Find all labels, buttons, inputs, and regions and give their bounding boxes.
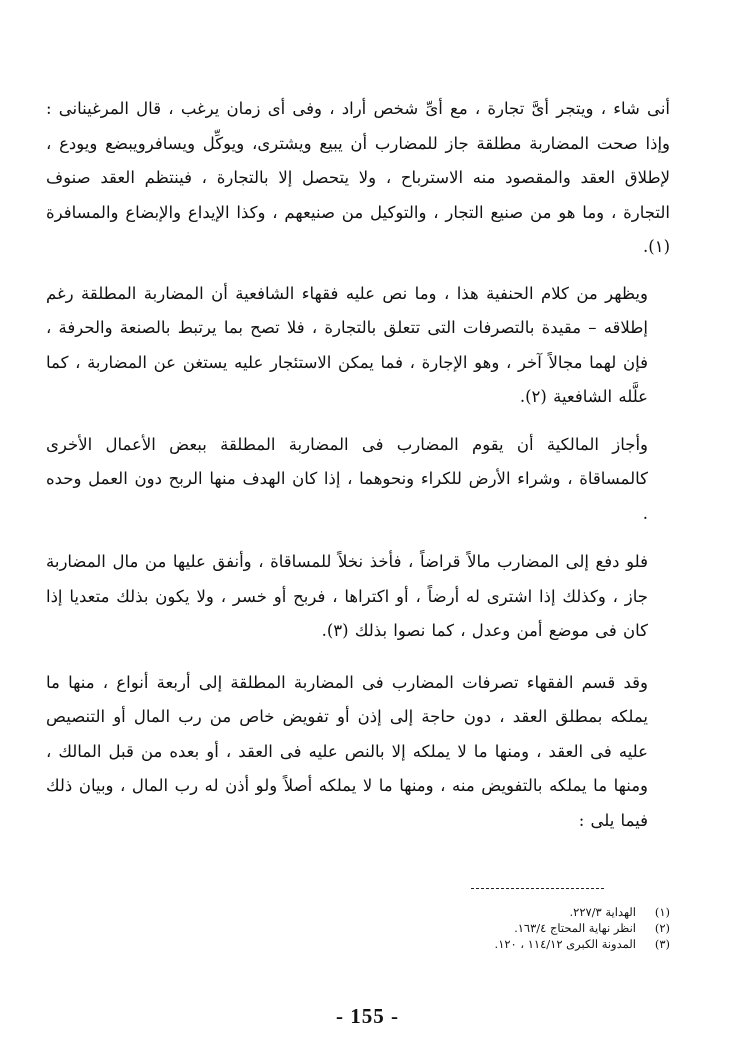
paragraph-3: وأجاز المالكية أن يقوم المضارب فى المضاربة المطلقة ببعض الأعمال الأخرى كالمساقاة ، وشراء الأرض للكراء ونحوهما ، إذا كان الهدف منها الربح دون العمل وحده . bbox=[46, 434, 648, 523]
footnote-text: المدونة الكبرى ١١٤/١٢ ، ١٢٠. bbox=[494, 937, 636, 951]
footnote-item bbox=[360, 936, 670, 952]
footnote-text: الهداية ٢٢٧/٣. bbox=[569, 905, 636, 919]
paragraph-4: فلو دفع إلى المضارب مالاً قراضاً ، فأخذ نخلاً للمساقاة ، وأنفق عليها من مال المضاربة جاز ، وكذلك إذا اشترى له أرضاً ، أو اكتراها ، فربح أو خسر ، ولا يكون بذلك متعديا إذا كان فى موضع أمن وعدل ، كما نصوا بذلك (٣). bbox=[46, 552, 648, 640]
footnote-number: (٢) bbox=[654, 921, 670, 935]
footnote-number: (١) bbox=[654, 905, 670, 919]
footnote-number: (٣) bbox=[654, 937, 670, 951]
footnote-item bbox=[360, 920, 670, 936]
paragraph-5: وقد قسم الفقهاء تصرفات المضارب فى المضاربة المطلقة إلى أربعة أنواع ، منها ما يملكه بمطلق العقد ، دون حاجة إلى إذن أو تفويض خاص من رب المال أو التنصيص عليه فى العقد ، ومنها ما لا يملكه إلا بالنص عليه فى العقد ، أو بعده من قبل المالك ، ومنها ما يملكه بالتفويض منه ، ومنها ما لا يملكه أصلاً ولو أذن له رب المال ، وبيان ذلك فيما يلى : bbox=[46, 672, 648, 830]
main-text bbox=[46, 92, 670, 838]
footnote-text: انظر نهاية المحتاج ١٦٣/٤. bbox=[514, 921, 636, 935]
footnote-item bbox=[360, 904, 670, 920]
paragraph-2: ويظهر من كلام الحنفية هذا ، وما نص عليه فقهاء الشافعية أن المضاربة المطلقة رغم إطلاقه – مقيدة بالتصرفات التى تتعلق بالتجارة ، فلا تصح بما يرتبط بالصنعة والحرفة ، فإن لهما مجالاً آخر ، وهو الإجارة ، فما يمكن الاستئجار عليه يستغن عن المضاربة ، كما علَّله الشافعية (٢). bbox=[46, 283, 648, 406]
page-number: - 155 - bbox=[336, 1004, 399, 1028]
footnote-divider bbox=[471, 888, 604, 889]
paragraph-1: أنى شاء ، ويتجر أىَّ تجارة ، مع أىِّ شخص أراد ، وفى أى زمان يرغب ، قال المرغينانى : وإذا صحت المضاربة مطلقة جاز للمضارب أن يبيع ويشترى، ويوكِّل ويسافرويبضع ويودع ، لإطلاق العقد والمقصود منه الاسترباح ، ولا يتحصل إلا بالتجارة ، فينتظم العقد صنوف التجارة ، وما هو من صنيع التجار ، والتوكيل من صنيعهم ، وكذا الإيداع والإبضاع والمسافرة (١). bbox=[46, 99, 670, 256]
footnotes bbox=[360, 904, 670, 952]
